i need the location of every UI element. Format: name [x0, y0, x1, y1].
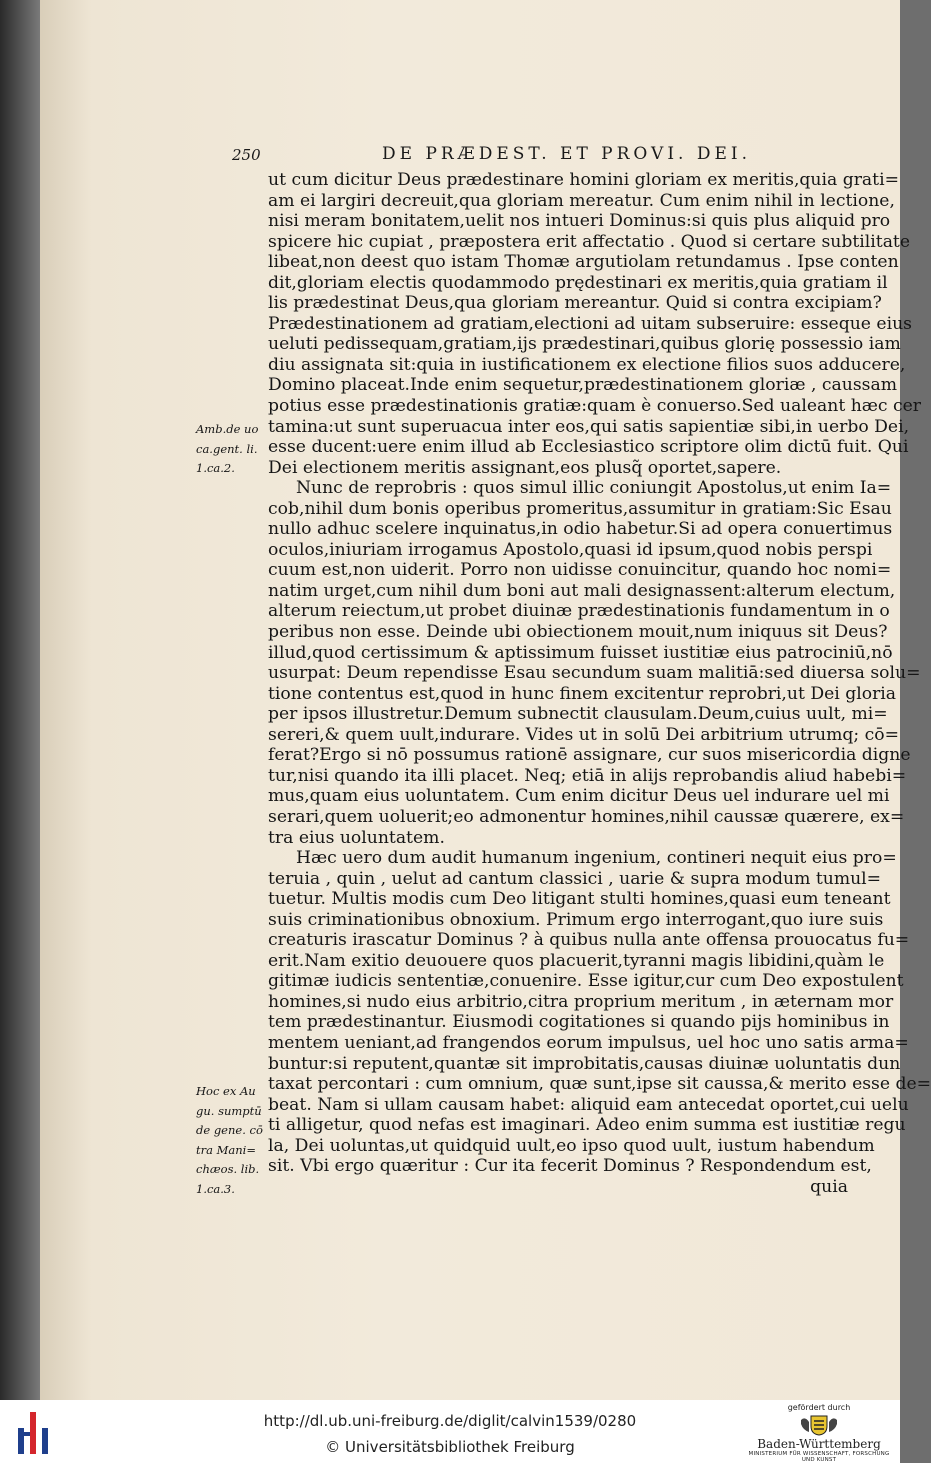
- paragraph-start-line: Nunc de reprobris : quos simul illic coniungit Apostolus,ut enim Ia=: [296, 478, 892, 499]
- text-line: per ipsos illustretur.Demum subnectit clausulam.Deum,cuius uult, mi=: [268, 704, 888, 725]
- body-text: [268, 170, 931, 1197]
- margin-note-line: 1.ca.2.: [196, 461, 235, 475]
- viewer-footer: [0, 1400, 900, 1463]
- text-line: sit. Vbi ergo quæritur : Cur ita fecerit Dominus ? Respondendum est,: [268, 1156, 872, 1177]
- ministry-name: MINISTERIUM FÜR WISSENSCHAFT, FORSCHUNG UND KUNST: [748, 1451, 890, 1463]
- margin-note-line: Amb.de uo: [196, 422, 259, 436]
- margin-note-line: 1.ca.3.: [196, 1181, 235, 1196]
- margin-note-line: ca.gent. li.: [196, 441, 258, 456]
- funder-block: [744, 1403, 894, 1463]
- text-line: cob,nihil dum bonis operibus promeritus,assumitur in gratiam:Sic Esau: [268, 498, 892, 519]
- copyright-notice: © Universitätsbibliothek Freiburg: [325, 1438, 575, 1456]
- text-line: sereri,& quem uult,indurare. Vides ut in solū Dei arbitrium utrumq; cō=: [268, 724, 899, 745]
- text-line: illud,quod certissimum & aptissimum fuisset iustitiæ eius patrociniū,nō: [268, 642, 893, 663]
- margin-note-line: de gene. cō: [196, 1123, 263, 1137]
- text-line: Domino placeat.Inde enim sequetur,prædestinationem gloriæ , caussam: [268, 375, 898, 396]
- text-line: erit.Nam exitio deuouere quos placuerit,tyranni magis libidini,quàm le: [268, 950, 885, 971]
- text-line: homines,si nudo eius arbitrio,citra proprium meritum , in æternam mor: [268, 991, 894, 1012]
- state-crest-icon: [797, 1414, 841, 1436]
- text-line: suis criminationibus obnoxium. Primum ergo interrogant,quo iure suis: [268, 909, 884, 930]
- text-line: peribus non esse. Deinde ubi obiectionem mouit,num iniquus sit Deus?: [268, 622, 888, 643]
- text-line: la, Dei uoluntas,ut quidquid uult,eo ipso quod uult, iustum habendum: [268, 1135, 875, 1156]
- text-line: buntur:si reputent,quantæ sit improbitatis,causas diuinæ uoluntatis dun: [268, 1053, 901, 1074]
- text-line: alterum reiectum,ut probet diuinæ prædestinationis fundamentum in o: [268, 601, 890, 622]
- text-line: cuum est,non uiderit. Porro non uidisse conuincitur, quando hoc nomi=: [268, 560, 892, 581]
- text-line: esse ducent:uere enim illud ab Ecclesiastico scriptore olim dictū fuit. Qui: [268, 437, 909, 458]
- text-line: nullo adhuc scelere inquinatus,in odio habetur.Si ad opera conuertimus: [268, 519, 893, 540]
- funded-by-label: gefördert durch: [787, 1403, 851, 1412]
- text-line: lis prædestinat Deus,qua gloriam mereantur. Quid si contra excipiam?: [268, 293, 882, 314]
- margin-note-ambrose: [196, 420, 268, 479]
- text-line: gitimæ iudicis sententiæ,conuenire. Esse igitur,cur cum Deo expostulent: [268, 971, 904, 992]
- text-line: tra eius uoluntatem.: [268, 827, 445, 848]
- text-line: natim urget,cum nihil dum boni aut mali designassent:alterum electum,: [268, 580, 896, 601]
- text-line: tamina:ut sunt superuacua inter eos,qui satis sapientiæ sibi,in uerbo Dei,: [268, 416, 910, 437]
- text-line: teruia , quin , uelut ad cantum classici , uarie & supra modum tumul=: [268, 868, 882, 889]
- text-line: am ei largiri decreuit,qua gloriam mereatur. Cum enim nihil in lectione,: [268, 190, 895, 211]
- margin-note-line: chæos. lib.: [196, 1162, 260, 1176]
- permalink-url[interactable]: http://dl.ub.uni-freiburg.de/diglit/calvin1539/0280: [263, 1412, 637, 1430]
- text-line: ut cum dicitur Deus prædestinare homini gloriam ex meritis,quia grati=: [268, 170, 899, 190]
- margin-note-line: tra Mani=: [196, 1142, 256, 1157]
- text-line: nisi meram bonitatem,uelit nos intueri Dominus:si quis plus aliquid pro: [268, 211, 891, 232]
- text-line: tem prædestinantur. Eiusmodi cogitationes si quando pijs hominibus in: [268, 1012, 890, 1033]
- text-line: ti alligetur, quod nefas est imaginari. Adeo enim summa est iustitiæ regu: [268, 1115, 906, 1136]
- text-line: beat. Nam si ullam causam habet: aliquid eam antecedat oportet,cui uelu: [268, 1094, 909, 1115]
- text-line: usurpat: Deum rependisse Esau secundum suam malitiā:sed diuersa solu=: [268, 663, 921, 684]
- text-line: potius esse prædestinationis gratiæ:quam è conuerso.Sed ualeant hæc cer: [268, 396, 922, 417]
- text-line: Dei electionem meritis assignant,eos plusq̃ oportet,sapere.: [268, 457, 782, 478]
- text-line: mus,quam eius uoluntatem. Cum enim dicitur Deus uel indurare uel mi: [268, 786, 890, 807]
- text-line: spicere hic cupiat , præpostera erit affectatio . Quod si certare subtilitate: [268, 231, 911, 252]
- text-line: tione contentus est,quod in hunc finem excitentur reprobri,ut Dei gloria: [268, 683, 897, 704]
- text-line: creaturis irascatur Dominus ? à quibus nulla ante offensa prouocatus fu=: [268, 930, 910, 951]
- text-line: taxat percontari : cum omnium, quæ sunt,ipse sit caussa,& merito esse de=: [268, 1074, 931, 1095]
- funder-name: Baden-Württemberg: [757, 1437, 881, 1451]
- page-number: 250: [232, 146, 261, 164]
- scan-left-edge: [0, 0, 40, 1400]
- text-line: tuetur. Multis modis cum Deo litigant stulti homines,quasi eum teneant: [268, 889, 891, 910]
- margin-note-augustine: [196, 1082, 268, 1199]
- catchword: quia: [810, 1176, 848, 1197]
- text-line: diu assignata sit:quia in iustificationem ex electione filios suos adducere,: [268, 354, 906, 375]
- page-header: [232, 144, 842, 170]
- text-line: ueluti pedissequam,gratiam,ijs prædestinari,quibus glorię possessio iam: [268, 334, 901, 355]
- text-line: dit,gloriam electis quodammodo prędestinari ex meritis,quia gratiam il: [268, 272, 888, 293]
- text-line: ferat?Ergo si nō possumus rationē assignare, cur suos misericordia digne: [268, 745, 911, 766]
- text-line: libeat,non deest quo istam Thomæ argutiolam retundamus . Ipse conten: [268, 252, 899, 273]
- paragraph-start-line: Hæc uero dum audit humanum ingenium, contineri nequit eius pro=: [296, 848, 897, 869]
- text-line: serari,quem uoluerit;eo admonentur homines,nihil caussæ quærere, ex=: [268, 806, 905, 827]
- margin-note-line: Hoc ex Au: [196, 1084, 256, 1098]
- margin-note-line: gu. sumptū: [196, 1103, 262, 1118]
- text-line: tur,nisi quando ita illi placet. Neq; etiā in alijs reprobandis aliud habebi=: [268, 765, 907, 786]
- text-line: Prædestinationem ad gratiam,electioni ad uitam subseruire: esseque eius: [268, 313, 912, 334]
- text-line: mentem ueniant,ad frangendos eorum impulsus, uel hoc uno satis arma=: [268, 1032, 909, 1053]
- text-line: oculos,iniuriam irrogamus Apostolo,quasi id ipsum,quod nobis perspi: [268, 539, 873, 560]
- running-head: DE PRÆDEST. ET PROVI. DEI.: [382, 144, 752, 164]
